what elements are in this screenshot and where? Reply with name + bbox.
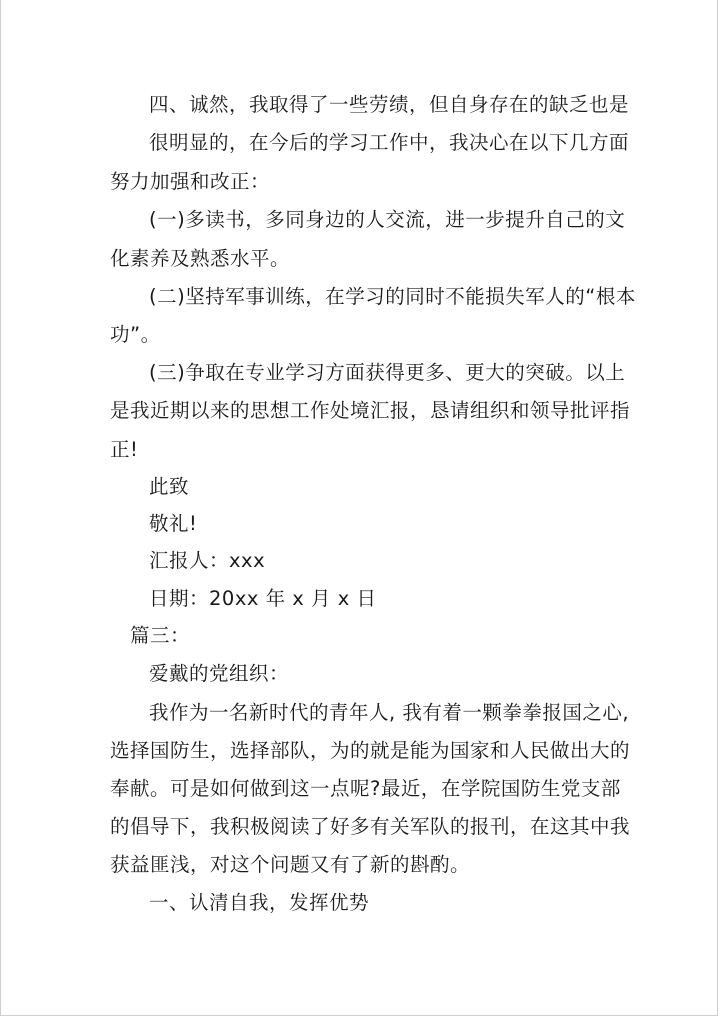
closing-salutation: 此致 xyxy=(149,475,190,498)
item-two-line-2: 功”。 xyxy=(110,323,161,346)
item-one-line-1: (一)多读书，多同身边的人交流，进一步提升自己的文 xyxy=(149,208,626,231)
letter-greeting: 爱戴的党组织： xyxy=(149,662,290,685)
intro-paragraph-line-3: 奉献。可是如何做到这一点呢?最近，在学院国防生党支部 xyxy=(110,777,621,800)
intro-paragraph-line-4: 的倡导下，我积极阅读了好多有关军队的报刊，在这其中我 xyxy=(110,815,631,838)
item-three-line-3: 正! xyxy=(110,438,139,461)
item-three-line-1: (三)争取在专业学习方面获得更多、更大的突破。以上 xyxy=(149,361,626,384)
item-three-line-2: 是我近期以来的思想工作处境汇报，恳请组织和领导批评指 xyxy=(110,399,631,422)
paragraph-four-line-1: 四、诚然，我取得了一些劳绩，但自身存在的缺乏也是 xyxy=(149,93,630,116)
intro-paragraph-line-5: 获益匪浅，对这个问题又有了新的斟酌。 xyxy=(110,853,471,876)
item-one-line-2: 化素养及熟悉水平。 xyxy=(110,247,291,270)
paragraph-four-line-2: 很明显的，在今后的学习工作中，我决心在以下几方面 xyxy=(149,131,630,154)
intro-paragraph-line-1: 我作为一名新时代的青年人, 我有着一颗拳拳报国之心, xyxy=(149,701,630,724)
item-two-line-1: (二)坚持军事训练，在学习的同时不能损失军人的“根本 xyxy=(149,285,636,308)
closing-respect: 敬礼! xyxy=(149,512,198,535)
subheading-one: 一、认清自我，发挥优势 xyxy=(149,891,370,914)
intro-paragraph-line-2: 选择国防生，选择部队，为的就是能为国家和人民做出大的 xyxy=(110,739,631,762)
reporter-line: 汇报人：xxx xyxy=(149,549,266,572)
date-line: 日期：20xx 年 x 月 x 日 xyxy=(149,587,377,610)
section-heading: 篇三： xyxy=(130,624,191,647)
paragraph-four-line-3: 努力加强和改正： xyxy=(110,170,271,193)
